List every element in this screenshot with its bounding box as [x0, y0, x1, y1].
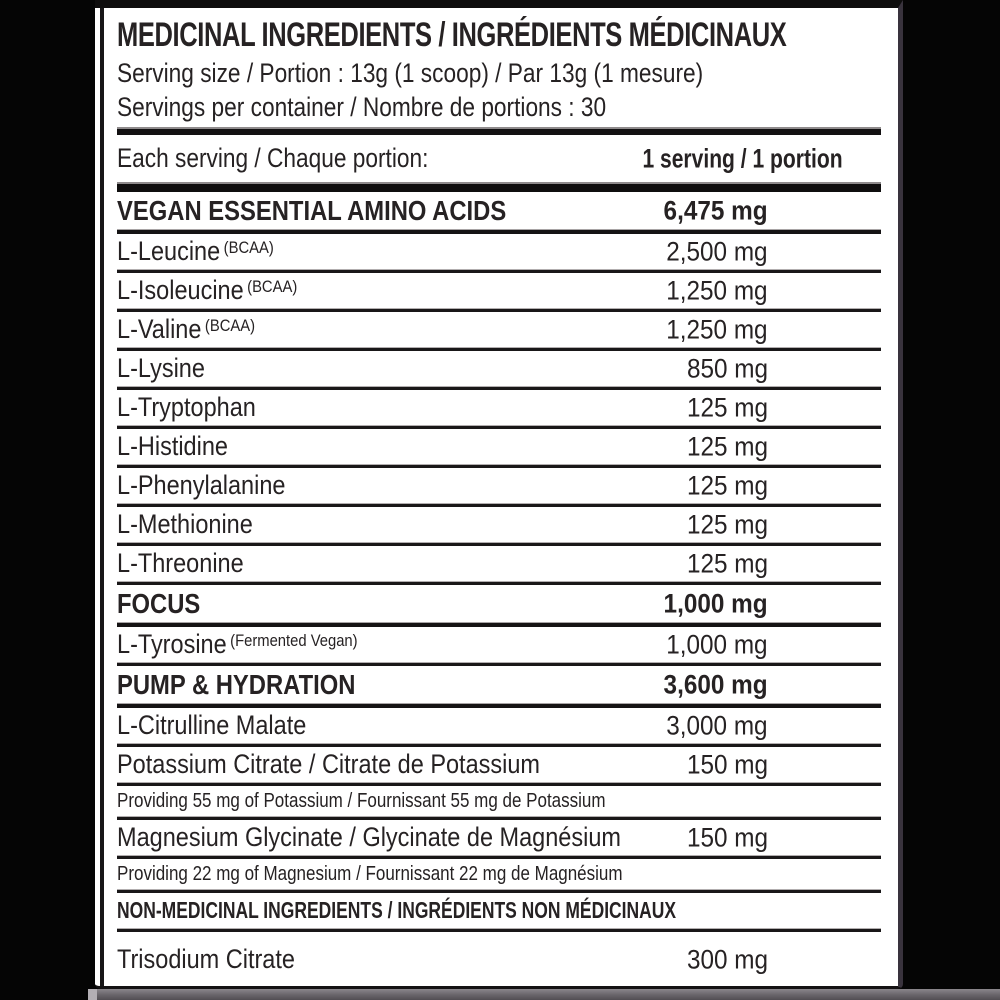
column-header-row: [117, 135, 881, 182]
ingredient-amount: 1,000 mg: [666, 629, 768, 659]
label-content: [117, 8, 881, 986]
each-serving-label: Each serving / Chaque portion:: [117, 143, 429, 173]
ingredient-row: [117, 273, 881, 308]
ingredient-amount: 150 mg: [686, 749, 768, 779]
ingredient-name: L-Tryptophan: [117, 392, 256, 422]
ingredient-amount: 125 mg: [686, 509, 768, 539]
ingredient-amount: 850 mg: [686, 353, 768, 383]
ingredient-amount: 125 mg: [686, 431, 768, 461]
ingredient-row: [117, 234, 881, 269]
servings-per-container-row: [117, 91, 881, 125]
ingredient-name: L-Threonine: [117, 548, 244, 578]
ingredient-row: [117, 429, 881, 464]
ingredient-name: Potassium Citrate / Citrate de Potassium: [117, 749, 540, 779]
ingredient-row: [117, 747, 881, 782]
ingredient-amount: 125 mg: [686, 470, 768, 500]
ingredient-rows: [117, 192, 881, 987]
ingredient-row: [117, 390, 881, 425]
ingredient-name: PUMP & HYDRATION: [117, 668, 356, 700]
ingredient-name: L-Isoleucine $^{(BCAA)}$: [117, 275, 298, 305]
ingredient-row: [117, 820, 881, 855]
ingredient-row: [117, 468, 881, 503]
ingredient-name: VEGAN ESSENTIAL AMINO ACIDS: [117, 194, 507, 226]
section-header-row: [117, 192, 881, 229]
label-title-row: [117, 14, 881, 56]
ingredient-amount: 1,000 mg: [663, 588, 768, 618]
ingredient-qualifier: (BCAA): [204, 316, 256, 335]
ingredient-row: [117, 507, 881, 542]
ingredient-name: Trisodium Citrate: [117, 944, 295, 974]
serving-size-text: Serving size / Portion : 13g (1 scoop) / Par 13g (1 mesure): [117, 58, 704, 88]
ingredient-qualifier: (Fermented Vegan): [230, 631, 358, 650]
ingredient-amount: 300 mg: [686, 944, 768, 974]
ingredient-amount: 3,600 mg: [663, 669, 768, 699]
ingredient-name: FOCUS: [117, 587, 201, 619]
ingredient-name: L-Leucine $^{(BCAA)}$: [117, 236, 274, 266]
supplement-facts-label: [95, 0, 903, 989]
ingredient-amount: 2,500 mg: [666, 236, 768, 266]
ingredient-amount: 1,250 mg: [666, 275, 768, 305]
ingredient-qualifier: (BCAA): [247, 277, 298, 296]
ingredient-row: [117, 351, 881, 386]
section-header-row: [117, 666, 881, 703]
ingredient-name: Providing 22 mg of Magnesium / Fournissant 22 mg de Magnésium: [117, 862, 623, 885]
non-medicinal-header-row: [117, 893, 881, 928]
ingredient-name: L-Histidine: [117, 431, 228, 461]
ingredient-name: L-Methionine: [117, 509, 253, 539]
ingredient-amount: 1,250 mg: [666, 314, 768, 344]
table-edge-highlight: [88, 989, 97, 1000]
ingredient-name: L-Valine $^{(BCAA)}$: [117, 314, 256, 344]
ingredient-name: L-Lysine: [117, 353, 205, 383]
ingredient-note-row: [117, 786, 881, 816]
ingredient-row: [117, 932, 881, 987]
ingredient-row: [117, 546, 881, 581]
ingredient-amount: 125 mg: [686, 392, 768, 422]
section-header-row: [117, 585, 881, 622]
ingredient-amount: 125 mg: [686, 548, 768, 578]
label-border-frame: [100, 8, 898, 986]
ingredient-qualifier: (BCAA): [223, 238, 274, 257]
label-title: MEDICINAL INGREDIENTS / INGRÉDIENTS MÉDICINAUX: [117, 16, 787, 54]
ingredient-name: L-Phenylalanine: [117, 470, 286, 500]
ingredient-name: NON-MEDICINAL INGREDIENTS / INGRÉDIENTS NON MÉDICINAUX: [117, 897, 677, 923]
servings-per-container-text: Servings per container / Nombre de portions : 30: [117, 92, 607, 122]
ingredient-note-row: [117, 859, 881, 889]
separator-thick: [117, 182, 881, 192]
ingredient-amount: 3,000 mg: [666, 710, 768, 740]
ingredient-amount: 6,475 mg: [663, 195, 768, 225]
ingredient-name: Magnesium Glycinate / Glycinate de Magnésium: [117, 822, 621, 852]
ingredient-row: [117, 708, 881, 743]
serving-column-header: 1 serving / 1 portion: [642, 143, 843, 173]
ingredient-amount: 150 mg: [686, 822, 768, 852]
ingredient-name: L-Tyrosine $^{(Fermented Vegan)}$: [117, 629, 358, 659]
ingredient-row: [117, 627, 881, 662]
ingredient-name: L-Citrulline Malate: [117, 710, 307, 740]
ingredient-row: [117, 312, 881, 347]
ingredient-name: Providing 55 mg of Potassium / Fournissant 55 mg de Potassium: [117, 789, 606, 812]
separator-thick: [117, 127, 881, 135]
table-edge: [88, 989, 1000, 1000]
serving-size-row: [117, 56, 881, 91]
